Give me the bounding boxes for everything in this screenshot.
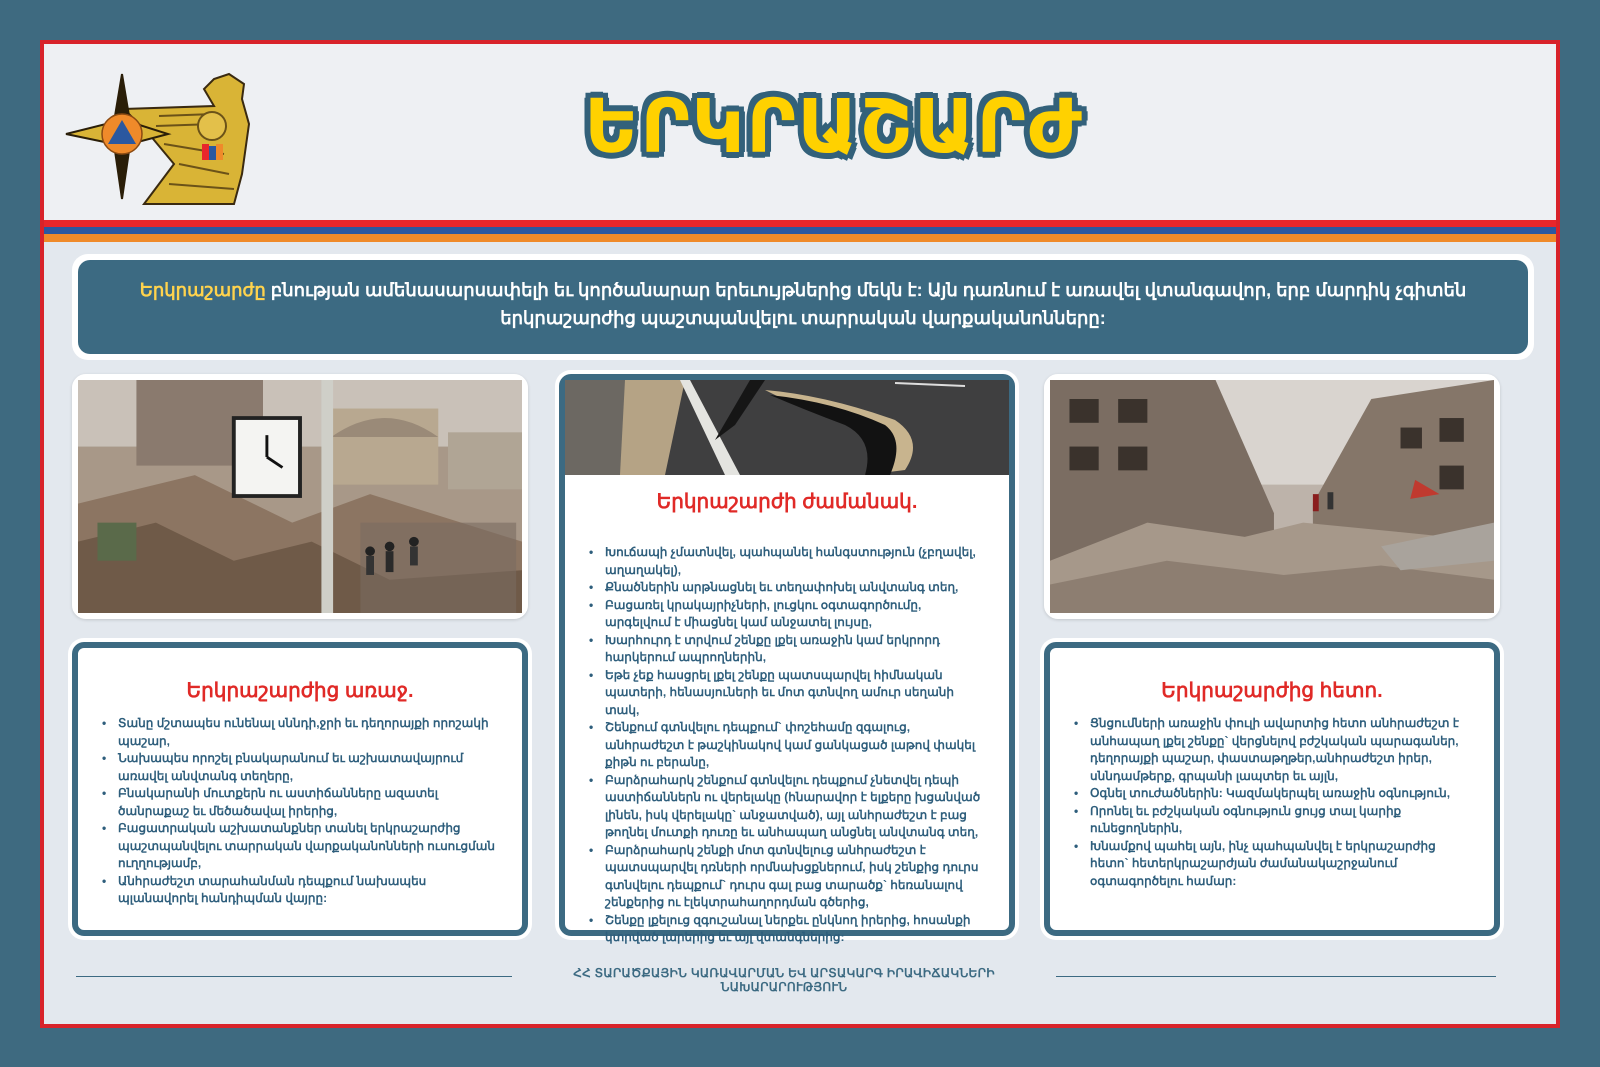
before-earthquake-card	[72, 642, 528, 936]
before-title: Երկրաշարժից առաջ.	[186, 680, 414, 702]
intro-panel	[72, 254, 1534, 360]
page-title: ԵՐԿՐԱՇԱՐԺ	[584, 84, 1084, 170]
after-earthquake-card	[1044, 642, 1500, 936]
list-item: • Շենքում գտնվելու դեպքում` փոշեհամը զգալուց, անհրաժեշտ է թաշկինակով կամ ցանկացած լաթով փակել քիթն ու բերանը,	[587, 719, 989, 772]
list-item: • Ցնցումների առաջին փուլի ավարտից հետո անհրաժեշտ է անհապաղ լքել շենքը` վերցնելով բժշկական պարագաներ, դեղորայքի պաշար, փաստաթղթեր,անհրաժեշտ իրեր, սննդամթերք, գրպանի լապտեր եւ այլն,	[1072, 715, 1474, 785]
list-item: • Շենքը լքելուց զգուշանալ ներքեւ ընկնող իրերից, հոսանքի կտրված լարերից եւ այլ վտանգներից:	[587, 912, 989, 947]
poster-header	[44, 44, 1556, 220]
list-item: • Բացառել կրակայրիչների, լուցկու օգտագործումը, արգելվում է միացնել կամ անջատել լույսը,	[587, 597, 989, 632]
list-item: • Խնամքով պահել այն, ինչ պահպանվել է երկրաշարժից հետո` հետերկրաշարժյան ժամանակաշրջանում օգտագործելու համար:	[1072, 838, 1474, 891]
list-item: • Խուճապի չմատնվել, պահպանել հանգստություն (չբղավել, աղաղակել),	[587, 544, 989, 579]
during-list	[565, 544, 1009, 947]
after-list	[1050, 715, 1494, 890]
list-item: • Խարհուրդ է տրվում շենքը լքել առաջին կամ երկրորդ հարկերում ապրողներին,	[587, 632, 989, 667]
list-item: • Տանը մշտապես ունենալ սննդի,ջրի եւ դեղորայքի որոշակի պաշար,	[100, 715, 502, 750]
poster-frame	[40, 40, 1560, 1028]
list-item: • Եթե չեք հասցրել լքել շենքը պատսպարվել հիմնական պատերի, հենասյուների եւ մոտ գտնվող ամուր սեղանի տակ,	[587, 667, 989, 720]
list-item: • Անհրաժեշտ տարահանման դեպքում նախապես պլանավորել հանդիպման վայրը:	[100, 873, 502, 908]
intro-body: բնության ամենասարսափելի եւ կործանարար երեւույթներից մեկն է: Այն դառնում է առավել վտանգավոր, երբ մարդիկ չգիտեն երկրաշարժից պաշտպանվելու տարրական վարքականոնները:	[265, 280, 1467, 328]
destroyed-buildings-clock-photo	[72, 374, 528, 619]
ruined-street-photo	[1044, 374, 1500, 619]
ministry-name: ՀՀ ՏԱՐԱԾՔԱՅԻՆ ԿԱՌԱՎԱՐՄԱՆ ԵՎ ԱՐՏԱԿԱՐԳ ԻՐԱՎԻՃԱԿՆԵՐԻ ՆԱԽԱՐԱՐՈՒԹՅՈՒՆ	[573, 966, 995, 994]
list-item: • Օգնել տուժածներին: Կազմակերպել առաջին օգնություն,	[1072, 785, 1474, 803]
before-list	[78, 715, 522, 908]
after-title: Երկրաշարժից հետո.	[1161, 680, 1383, 702]
intro-text	[78, 260, 1528, 354]
list-item: • Բացատրական աշխատանքներ տանել երկրաշարժից պաշտպանվելու տարրական վարքականոնների ուսուցման ուղղությամբ,	[100, 820, 502, 873]
list-item: • Բարձրահարկ շենքի մոտ գտնվելուց անհրաժեշտ է պատսպարվել դռների որմնախցքներում, իսկ շենքից դուրս գտնվելու դեպքում` դուրս գալ բաց տարածք` հեռանալով շենքերից ու էլեկտրահաղորդման գծերից,	[587, 842, 989, 912]
footer-divider-right	[1056, 976, 1496, 977]
list-item: • Քնածներին արթնացնել եւ տեղափոխել անվտանգ տեղ,	[587, 579, 989, 597]
list-item: • Բարձրահարկ շենքում գտնվելու դեպքում չնետվել դեպի աստիճաններն ու վերելակը (հնարավոր է ելքերը խցանված լինեն, իսկ վերելակը` անջատված), այլ անհրաժեշտ է բաց թողնել մուտքի դուռը եւ անհապաղ անցնել անվտանգ տեղ,	[587, 772, 989, 842]
emergency-ministry-emblem-icon	[64, 64, 264, 209]
during-title: Երկրաշարժի ժամանակ.	[656, 491, 918, 513]
list-item: • Բնակարանի մուտքերն ու աստիճանները ազատել ծանրաքաշ եւ մեծածավալ իրերից,	[100, 785, 502, 820]
list-item: • Նախապես որոշել բնակարանում եւ աշխատավայրում առավել անվտանգ տեղերը,	[100, 750, 502, 785]
during-earthquake-card	[559, 374, 1015, 944]
cracked-road-photo	[565, 380, 1009, 475]
intro-highlight: Երկրաշարժը	[139, 280, 266, 300]
list-item: • Որոնել եւ բժշկական օգնություն ցույց տալ կարիք ունեցողներին,	[1072, 803, 1474, 838]
armenian-flag-stripes	[44, 220, 1556, 242]
footer-divider-left	[76, 976, 512, 977]
